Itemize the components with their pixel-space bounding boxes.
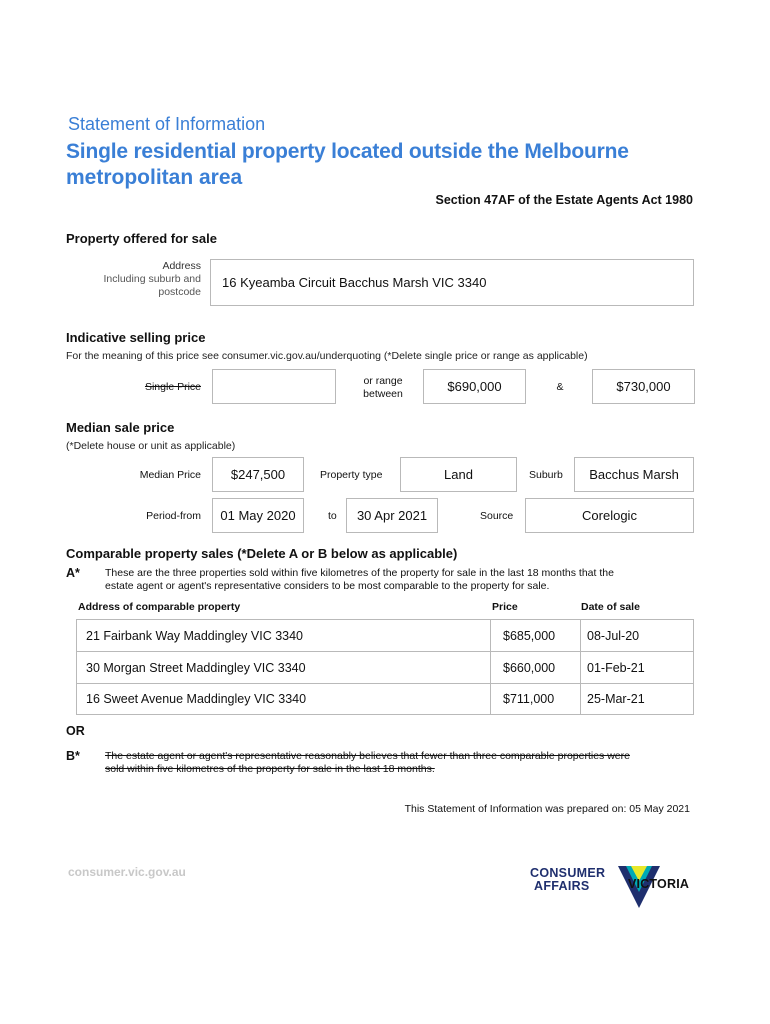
- suburb-label: Suburb: [529, 469, 563, 481]
- source-label: Source: [480, 510, 514, 522]
- suburb-field[interactable]: [574, 457, 694, 492]
- statement-title: Statement of Information: [68, 114, 266, 134]
- range-high-value: $730,000: [616, 379, 671, 394]
- option-b-text-line2: sold within five kilometres of the property for sale in the last 18 months.: [105, 763, 435, 775]
- median-note: (*Delete house or unit as applicable): [66, 440, 236, 452]
- table-row[interactable]: [76, 683, 491, 715]
- comparable-date: 25-Mar-21: [587, 692, 645, 706]
- logo-text-affairs: AFFAIRS: [534, 879, 590, 893]
- comparable-date: 01-Feb-21: [587, 660, 645, 675]
- range-high-field[interactable]: [592, 369, 695, 404]
- comparable-price: $685,000: [503, 628, 556, 643]
- single-price-value: [213, 370, 335, 403]
- source-field[interactable]: [525, 498, 694, 533]
- website-link[interactable]: consumer.vic.gov.au: [68, 865, 186, 879]
- comparable-date: 08-Jul-20: [587, 628, 640, 643]
- property-type-field[interactable]: [400, 457, 517, 492]
- indicative-heading: Indicative selling price: [66, 330, 206, 345]
- logo-text-consumer: CONSUMER: [530, 866, 606, 880]
- column-header-price: Price: [492, 601, 518, 613]
- table-row-price[interactable]: [490, 651, 581, 684]
- consumer-affairs-victoria-logo: [530, 860, 698, 910]
- property-type-label: Property type: [320, 469, 383, 481]
- table-row[interactable]: [76, 651, 491, 684]
- column-header-date: Date of sale: [581, 601, 640, 613]
- option-b-marker: B*: [66, 749, 80, 763]
- period-from-field[interactable]: [212, 498, 304, 533]
- address-field[interactable]: [210, 259, 694, 306]
- logo-text-victoria: VICTORIA: [628, 877, 690, 891]
- comparable-address: 21 Fairbank Way Maddingley VIC 3340: [86, 628, 304, 643]
- main-title-line1: Single residential property located outside the Melbourne: [66, 140, 629, 163]
- address-value: 16 Kyeamba Circuit Bacchus Marsh VIC 3340: [222, 275, 487, 290]
- median-price-value: $247,500: [230, 467, 286, 482]
- table-row-date[interactable]: [580, 683, 694, 715]
- median-heading: Median sale price: [66, 420, 175, 435]
- table-row-date[interactable]: [580, 651, 694, 684]
- indicative-note: For the meaning of this price see consumer.vic.gov.au/underquoting (*Delete single price or range as applicable): [66, 350, 588, 362]
- section-reference: Section 47AF of the Estate Agents Act 1980: [435, 193, 693, 207]
- range-ampersand: &: [556, 381, 564, 393]
- to-label: to: [328, 510, 337, 522]
- comparable-price: $660,000: [503, 660, 556, 675]
- comparable-price: $711,000: [503, 692, 555, 706]
- column-header-address: Address of comparable property: [78, 601, 241, 613]
- address-sublabel-2: postcode: [158, 286, 201, 298]
- property-heading: Property offered for sale: [66, 231, 217, 246]
- address-label: Address: [162, 260, 201, 272]
- range-low-field[interactable]: [423, 369, 526, 404]
- option-a-text-line2: estate agent or agent's representative considers to be most comparable to the property for sale.: [105, 580, 550, 592]
- period-from-value: 01 May 2020: [220, 508, 296, 523]
- source-value: Corelogic: [582, 508, 637, 523]
- table-row[interactable]: [76, 619, 491, 652]
- comparable-address: 16 Sweet Avenue Maddingley VIC 3340: [86, 692, 307, 706]
- period-to-value: 30 Apr 2021: [356, 508, 428, 523]
- suburb-value: Bacchus Marsh: [589, 467, 679, 482]
- or-separator: OR: [66, 724, 85, 738]
- median-price-label: Median Price: [139, 469, 201, 481]
- period-from-label: Period-from: [146, 510, 201, 522]
- median-price-field[interactable]: [212, 457, 304, 492]
- prepared-on-text: This Statement of Information was prepared on: 05 May 2021: [404, 803, 690, 815]
- range-label-2: between: [363, 388, 403, 400]
- table-row-price[interactable]: [490, 619, 581, 652]
- period-to-field[interactable]: [346, 498, 438, 533]
- single-price-label: Single Price: [144, 381, 201, 393]
- address-sublabel-1: Including suburb and: [103, 273, 201, 285]
- option-b-text-line1: The estate agent or agent's representative reasonably believes that fewer than three comparable properties were: [105, 750, 630, 762]
- table-row-date[interactable]: [580, 619, 694, 652]
- option-a-marker: A*: [66, 566, 80, 580]
- table-row-price[interactable]: [490, 683, 581, 715]
- main-title-line2: metropolitan area: [66, 166, 243, 189]
- property-type-value: Land: [444, 467, 473, 482]
- comparable-heading: Comparable property sales (*Delete A or B below as applicable): [66, 546, 458, 561]
- range-low-value: $690,000: [447, 379, 502, 394]
- option-a-text-line1: These are the three properties sold within five kilometres of the property for sale in the last 18 months that the: [105, 567, 614, 579]
- comparable-address: 30 Morgan Street Maddingley VIC 3340: [86, 660, 306, 675]
- single-price-field[interactable]: [212, 369, 336, 404]
- range-label-1: or range: [363, 375, 403, 387]
